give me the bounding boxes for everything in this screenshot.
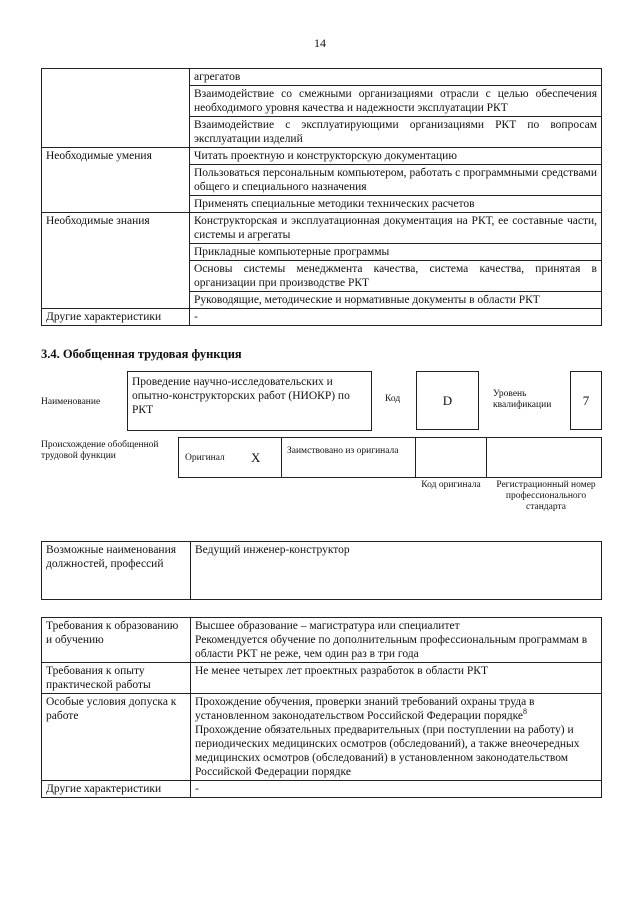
table-row	[42, 618, 602, 663]
job-titles-table	[41, 541, 602, 600]
name-label: Наименование	[41, 397, 101, 407]
code-original-label: Код оригинала	[421, 480, 481, 490]
table-cell: Руководящие, методические и нормативные документы в области РКТ	[190, 292, 602, 309]
level-value-box: 7	[570, 371, 602, 430]
table-cell: Конструкторская и эксплуатационная документация на РКТ, ее составные части, системы и агрегаты	[190, 213, 602, 244]
table-cell: Основы системы менеджмента качества, система качества, принятая в организации при производстве РКТ	[190, 261, 602, 292]
row-label: Особые условия допуска к работе	[42, 694, 191, 781]
borrowed-label: Заимствовано из оригинала	[287, 446, 399, 456]
origin-box	[178, 437, 602, 478]
table-cell	[191, 694, 602, 781]
row-label: Необходимые знания	[42, 213, 190, 309]
table-row	[42, 781, 602, 798]
table-cell: Взаимодействие со смежными организациями отрасли с целью обеспечения необходимого уровня качества и надежности эксплуатации РКТ	[190, 86, 602, 117]
section-title: 3.4. Обобщенная трудовая функция	[41, 347, 242, 361]
table-row	[42, 69, 602, 86]
table-row	[42, 309, 602, 326]
cell-line: Прохождение обязательных предварительных (при поступлении на работу) и периодических медицинских осмотров (обследований), а также внеочередных медицинских осмотров (обследований) в установленном законодательством Российской Федерации порядке	[195, 724, 580, 778]
requirements-table	[41, 617, 602, 798]
code-value-box: D	[416, 371, 479, 430]
row-label: Другие характеристики	[42, 309, 190, 326]
cell-text: Прохождение обучения, проверки знаний требований охраны труда в установленном законодательством Российской Федерации порядке	[195, 696, 535, 722]
footnote-mark: 8	[523, 707, 527, 717]
table-row	[42, 663, 602, 694]
row-label: Другие характеристики	[42, 781, 191, 798]
original-label: Оригинал	[185, 453, 225, 463]
original-mark: X	[251, 450, 261, 465]
row-label: Требования к образованию и обучению	[42, 618, 191, 663]
origin-label: Происхождение обобщенной трудовой функции	[41, 440, 159, 461]
table-row	[42, 694, 602, 781]
level-label: Уровень квалификации	[493, 389, 552, 410]
table-cell: Прикладные компьютерные программы	[190, 244, 602, 261]
row-label: Возможные наименования должностей, профессий	[42, 542, 191, 600]
row-label	[42, 69, 190, 148]
table-cell: -	[190, 309, 602, 326]
page-number: 14	[314, 36, 326, 50]
table-cell	[191, 618, 602, 663]
cell-line: Высшее образование – магистратура или специалитет	[195, 620, 460, 632]
cell-line: Рекомендуется обучение по дополнительным профессиональным программам в области РКТ не реже, чем один раз в три года	[195, 634, 588, 660]
cell-line	[195, 695, 597, 723]
row-label: Требования к опыту практической работы	[42, 663, 191, 694]
row-label: Необходимые умения	[42, 148, 190, 213]
table-cell: Пользоваться персональным компьютером, работать с программными средствами общего и специального назначения	[190, 165, 602, 196]
table-cell: Читать проектную и конструкторскую документацию	[190, 148, 602, 165]
table-cell: Ведущий инженер-конструктор	[191, 542, 602, 600]
table-cell: агрегатов	[190, 69, 602, 86]
code-label: Код	[385, 394, 401, 404]
table-row	[42, 542, 602, 600]
table-row	[42, 213, 602, 244]
knowledge-skills-table	[41, 68, 602, 326]
table-cell: Применять специальные методики технических расчетов	[190, 196, 602, 213]
reg-number-label: Регистрационный номер профессионального стандарта	[496, 480, 596, 512]
function-name-box: Проведение научно-исследовательских и опытно-конструкторских работ (НИОКР) по РКТ	[127, 371, 372, 431]
table-cell: Взаимодействие с эксплуатирующими организациями РКТ по вопросам эксплуатации изделий	[190, 117, 602, 148]
table-cell: Не менее четырех лет проектных разработок в области РКТ	[191, 663, 602, 694]
table-cell: -	[191, 781, 602, 798]
table-row	[42, 148, 602, 165]
